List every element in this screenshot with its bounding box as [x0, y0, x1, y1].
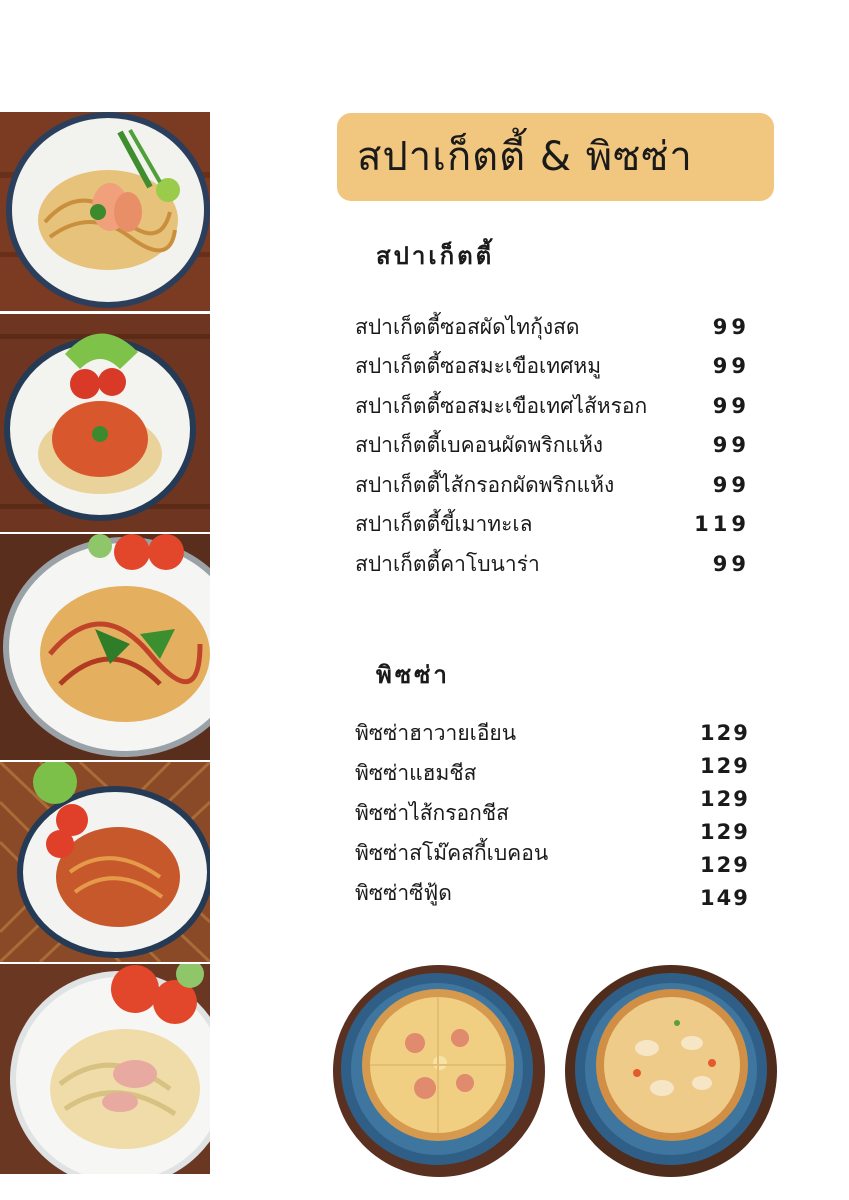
menu-item [355, 718, 750, 752]
item-name: สปาเก็ตตี้เบคอนผัดพริกแห้ง [355, 433, 604, 457]
item-price: 129 [700, 820, 750, 844]
item-price: 129 [700, 721, 750, 745]
spaghetti-tomato-pork-photo [0, 314, 210, 532]
item-price: 149 [700, 886, 750, 910]
menu-item [355, 351, 750, 385]
item-name: พิซซ่าฮาวายเอียน [355, 721, 517, 745]
page-title: สปาเก็ตตี้ & พิซซ่า [357, 134, 693, 180]
item-price: 99 [712, 315, 750, 339]
item-price: 99 [712, 354, 750, 378]
pizza-heading: พิซซ่า [376, 661, 450, 689]
menu-item [355, 878, 750, 912]
menu-item [355, 312, 750, 346]
item-name: สปาเก็ตตี้คาโบนาร่า [355, 552, 540, 576]
spaghetti-bolognese-photo [0, 762, 210, 962]
spaghetti-carbonara-photo [0, 964, 210, 1174]
menu-item [355, 391, 750, 425]
item-name: สปาเก็ตตี้ซอสมะเขือเทศหมู [355, 354, 602, 378]
item-name: พิซซ่าซีฟู้ด [355, 881, 452, 905]
item-price: 99 [712, 473, 750, 497]
spaghetti-heading: สปาเก็ตตี้ [376, 242, 495, 270]
item-price: 129 [700, 787, 750, 811]
pizza-hawaiian-photo [330, 963, 548, 1179]
menu-item [355, 549, 750, 583]
item-price: 129 [700, 853, 750, 877]
item-price: 99 [712, 433, 750, 457]
menu-item [355, 798, 750, 832]
title-banner [337, 113, 774, 201]
item-name: พิซซ่าแฮมชีส [355, 761, 477, 785]
item-price: 119 [694, 512, 750, 536]
item-name: สปาเก็ตตี้ซอสผัดไทกุ้งสด [355, 315, 580, 339]
pizza-seafood-photo [562, 963, 780, 1179]
menu-item [355, 509, 750, 543]
item-name: สปาเก็ตตี้ไส้กรอกผัดพริกแห้ง [355, 473, 615, 497]
item-name: พิซซ่าสโม๊คสกี้เบคอน [355, 841, 549, 865]
menu-item [355, 838, 750, 872]
item-name: พิซซ่าไส้กรอกชีส [355, 801, 509, 825]
menu-item [355, 470, 750, 504]
spaghetti-shrimp-photo [0, 112, 210, 311]
item-price: 99 [712, 552, 750, 576]
item-name: สปาเก็ตตี้ขี้เมาทะเล [355, 512, 533, 536]
menu-item [355, 758, 750, 792]
spaghetti-drunken-seafood-photo [0, 534, 210, 760]
item-price: 99 [712, 394, 750, 418]
menu-item [355, 430, 750, 464]
item-name: สปาเก็ตตี้ซอสมะเขือเทศไส้หรอก [355, 394, 648, 418]
item-price: 129 [700, 754, 750, 778]
